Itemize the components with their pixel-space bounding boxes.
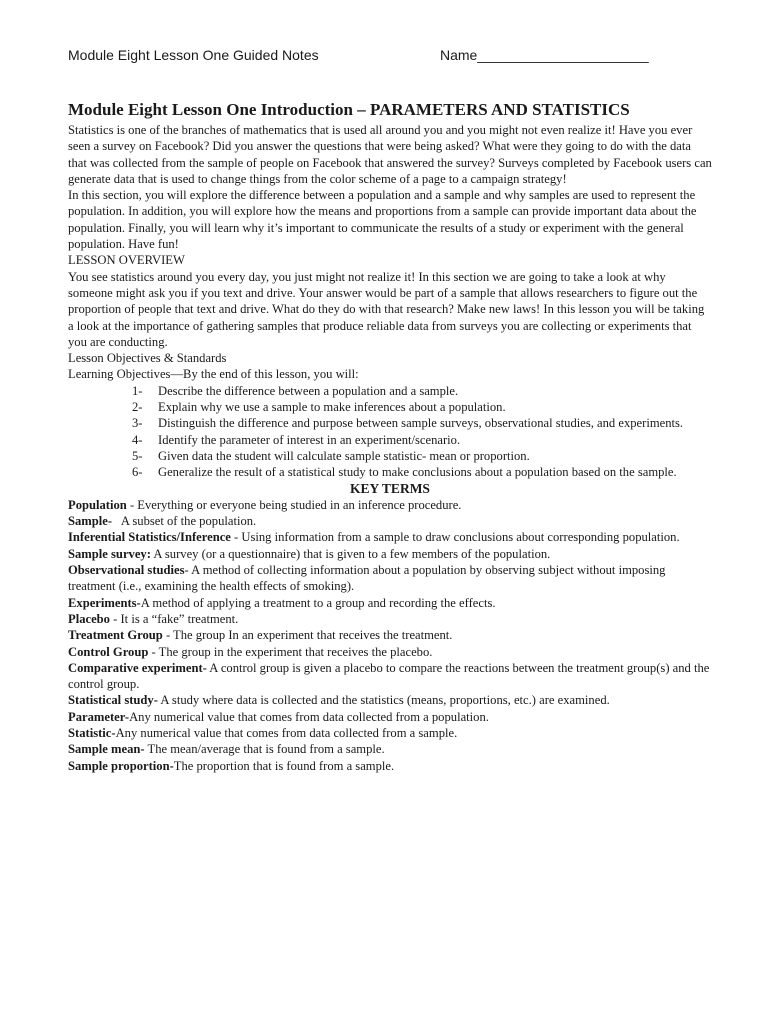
key-term-definition: A subset of the population. — [112, 514, 257, 529]
list-item-text: Distinguish the difference and purpose between sample surveys, observational studies, and experiments. — [158, 416, 684, 431]
list-item-text: Generalize the result of a statistical study to make conclusions about a population based on the sample. — [158, 465, 677, 480]
key-term-name: Observational studies — [68, 563, 185, 578]
list-item-text: Describe the difference between a population and a sample. — [158, 383, 459, 398]
key-term-name: Sample mean- — [68, 742, 145, 757]
key-term-definition: - Using information from a sample to draw conclusions about corresponding population. — [230, 530, 680, 545]
key-term — [68, 725, 712, 741]
objectives-intro: Learning Objectives—By the end of this lesson, you will: — [68, 367, 359, 382]
objectives-title: Lesson Objectives & Standards — [68, 351, 227, 366]
key-term-definition: Any numerical value that comes from data collected from a population. — [129, 709, 489, 724]
list-item-number: 4- — [132, 432, 143, 447]
key-term-name: Sample- — [68, 514, 113, 529]
list-item-text: Explain why we use a sample to make inferences about a population. — [158, 400, 506, 415]
key-term-name: Control Group — [68, 644, 149, 659]
key-term — [68, 644, 712, 660]
key-term — [68, 660, 712, 693]
key-term-name: Comparative experiment- — [68, 660, 207, 675]
key-term-name: Statistic- — [68, 725, 116, 740]
list-item-text: Identify the parameter of interest in an experiment/scenario. — [158, 432, 461, 447]
key-term — [68, 692, 712, 708]
intro-heading: Module Eight Lesson One Introduction – PARAMETERS AND STATISTICS — [68, 100, 630, 119]
key-term-name: Sample proportion- — [68, 758, 174, 773]
key-term-definition: - A method of collecting information about a population by observing subject without imposing treatment (i.e., examining the health effects of smoking). — [68, 563, 666, 594]
list-item-number: 6- — [132, 465, 143, 480]
intro-paragraph-1: Statistics is one of the branches of mathematics that is used all around you and you might not even realize it! Have you ever seen a survey on Facebook? Did you answer the questions that were being asked? What were they going to do with the data that was collected from the sample of people on Facebook that answered the survey? Surveys completed by Facebook users can generate data that is used to change things from the color scheme of a page to a campaign strategy! — [68, 123, 712, 186]
key-term-name: Placebo — [68, 611, 110, 626]
list-item — [68, 383, 712, 399]
key-term — [68, 611, 712, 627]
key-term — [68, 709, 712, 725]
document-title: Module Eight Lesson One Guided Notes — [68, 47, 319, 63]
key-term-name: Inferential Statistics/Inference — [68, 530, 231, 545]
key-term — [68, 497, 712, 513]
key-term-definition: - The group in the experiment that receives the placebo. — [148, 644, 433, 659]
list-item — [68, 464, 712, 480]
key-term-definition: A study where data is collected and the statistics (means, proportions, etc.) are examined. — [157, 693, 610, 708]
overview-text: You see statistics around you every day, you just might not realize it! In this section we are going to take a look at why someone might ask you if you text and drive. Your answer would be part of a sample that allows researchers to figure out the proportion of people that text and drive. What do they do with that research? Make new laws! In this lesson you will be taking a look at the importance of gathering samples that produce reliable data from surveys you are collecting or experiments that you are conducting. — [68, 269, 705, 349]
key-term-definition: Any numerical value that comes from data collected from a sample. — [115, 725, 458, 740]
document-body — [68, 100, 712, 774]
list-item — [68, 448, 712, 464]
key-terms-title: KEY TERMS — [350, 480, 430, 496]
list-item-number: 5- — [132, 448, 143, 463]
key-term-name: Sample survey: — [68, 546, 151, 561]
key-term — [68, 758, 712, 774]
key-term — [68, 529, 712, 545]
key-term — [68, 595, 712, 611]
key-term-definition: A control group is given a placebo to compare the reactions between the treatment group(s) and the control group. — [68, 660, 710, 692]
key-term-name: Experiments- — [68, 595, 141, 610]
key-terms-list — [68, 497, 712, 774]
key-term-definition: - Everything or everyone being studied in an inference procedure. — [126, 497, 462, 512]
list-item — [68, 432, 712, 448]
list-item-number: 1- — [132, 383, 143, 398]
objectives-list — [68, 383, 712, 481]
key-term-definition: The mean/average that is found from a sample. — [144, 742, 385, 757]
key-term-definition: A method of applying a treatment to a group and recording the effects. — [140, 595, 496, 610]
list-item-number: 2- — [132, 400, 143, 415]
key-term-definition: - It is a “fake” treatment. — [109, 611, 239, 626]
list-item — [68, 415, 712, 431]
overview-title: LESSON OVERVIEW — [68, 253, 185, 268]
key-term-definition: The proportion that is found from a sample. — [173, 758, 395, 773]
name-field: Name______________________ — [440, 47, 649, 63]
key-term — [68, 741, 712, 757]
key-term — [68, 513, 712, 529]
key-term — [68, 562, 712, 595]
key-term-name: Parameter- — [68, 709, 130, 724]
list-item-text: Given data the student will calculate sample statistic- mean or proportion. — [158, 448, 530, 463]
key-term — [68, 627, 712, 643]
key-term-name: Treatment Group — [68, 628, 163, 643]
key-term-name: Population — [68, 497, 127, 512]
intro-paragraph-2: In this section, you will explore the difference between a population and a sample and why samples are used to represent the population. In addition, you will explore how the means and proportions from a sample can provide important data about the population. Finally, you will learn why it’s important to communicate the results of a study or experiment with the general population. Have fun! — [68, 188, 697, 252]
list-item — [68, 399, 712, 415]
key-term-definition: - The group In an experiment that receives the treatment. — [162, 628, 453, 643]
list-item-number: 3- — [132, 416, 143, 431]
key-term — [68, 546, 712, 562]
key-term-name: Statistical study- — [68, 693, 158, 708]
key-term-definition: A survey (or a questionnaire) that is given to a few members of the population. — [150, 546, 551, 561]
